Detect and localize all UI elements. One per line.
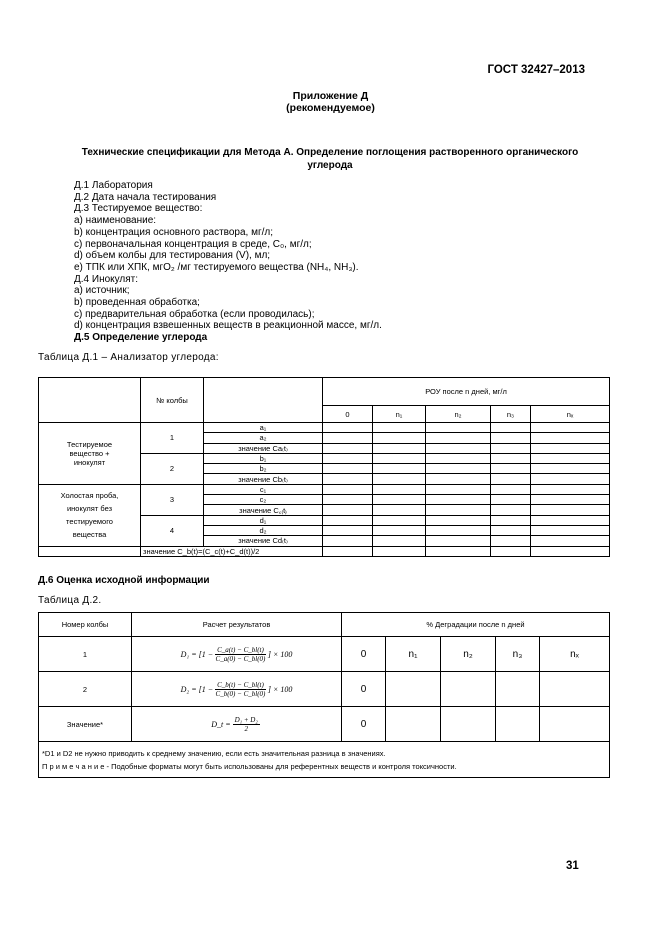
day-header: n₃	[491, 406, 531, 423]
value-cell	[531, 536, 610, 546]
value-cell	[531, 453, 610, 463]
formula-numerator: C_a(t) − C_bl(t)	[217, 645, 264, 654]
value-cell	[531, 474, 610, 484]
day-header: nₓ	[531, 406, 610, 423]
value-cell	[441, 707, 496, 742]
value-cell	[426, 464, 491, 474]
measurement-label: a₂	[204, 433, 323, 443]
flask-number: Значение*	[39, 707, 132, 742]
value-cell	[323, 505, 373, 515]
value-cell	[323, 536, 373, 546]
flask-header: № колбы	[141, 378, 204, 423]
value-cell	[531, 515, 610, 525]
formula	[132, 637, 342, 672]
measurement-label: b₁	[204, 453, 323, 463]
group-label: Холостая проба, инокулят без тестируемого вещества	[39, 484, 141, 546]
value-cell	[426, 484, 491, 494]
calc-header: Расчет результатов	[132, 613, 342, 637]
list-item: Д.2 Дата начала тестирования	[74, 191, 217, 203]
value-cell	[323, 484, 373, 494]
day0-value: 0	[342, 707, 386, 742]
list-item: а) наименование:	[74, 215, 157, 227]
measurement-label: значение Cd₍t₎	[204, 536, 323, 546]
value-cell	[426, 536, 491, 546]
appendix-title: Приложение Д	[292, 90, 369, 102]
empty-header	[204, 378, 323, 423]
measurement-label: c₁	[204, 484, 323, 494]
value-cell	[531, 525, 610, 535]
value-cell	[373, 495, 426, 505]
value-cell	[386, 707, 441, 742]
list-item: Д.1 Лаборатория	[74, 180, 153, 191]
formula-rhs: ] × 100	[267, 649, 293, 659]
value-cell	[491, 484, 531, 494]
day-header: 0	[323, 406, 373, 423]
flask-number: 1	[141, 423, 204, 454]
day-header: n₃	[496, 637, 540, 672]
section-d5: Д.5 Определение углерода	[74, 332, 208, 344]
flask-number-header: Номер колбы	[39, 613, 132, 637]
value-cell	[373, 505, 426, 515]
list-item: с) первоначальная концентрация в среде, C₀, мг/л;	[74, 238, 312, 250]
value-cell	[491, 525, 531, 535]
value-cell	[373, 474, 426, 484]
note: П р и м е ч а н и е - Подобные форматы могут быть использованы для референтных веществ и контроля токсичности.	[42, 761, 457, 771]
flask-number: 2	[141, 453, 204, 484]
value-cell	[426, 433, 491, 443]
value-cell	[491, 505, 531, 515]
value-cell	[426, 495, 491, 505]
measurement-label: значение Ca₍t₎	[204, 443, 323, 453]
empty-header	[39, 378, 141, 423]
formula	[132, 672, 342, 707]
value-cell	[531, 464, 610, 474]
section-heading: Технические спецификации для Метода А. Определение поглощения растворенного органического углерода	[81, 147, 579, 171]
value-cell	[373, 453, 426, 463]
value-cell	[373, 484, 426, 494]
value-cell	[323, 495, 373, 505]
flask-number: 4	[141, 515, 204, 546]
degradation-header: % Деградации после n дней	[342, 613, 610, 637]
measurement-label: значение Cb₍t₎	[204, 474, 323, 484]
value-cell	[441, 672, 496, 707]
value-cell	[491, 423, 531, 433]
value-cell	[491, 433, 531, 443]
carbon-analyzer-table	[38, 377, 610, 557]
value-cell	[323, 453, 373, 463]
measurement-label: a₁	[204, 423, 323, 433]
value-cell	[491, 443, 531, 453]
value-cell	[426, 474, 491, 484]
average-row-label: значение C_b(t)=(C_c(t)+C_d(t))/2	[141, 546, 323, 556]
value-cell	[426, 453, 491, 463]
list-item: b) проведенная обработка;	[74, 297, 200, 309]
doc-header: РОУ после n дней, мг/л	[323, 378, 610, 406]
value-cell	[531, 505, 610, 515]
flask-number: 2	[39, 672, 132, 707]
spec-list	[74, 180, 382, 344]
day-header: n₂	[426, 406, 491, 423]
value-cell	[491, 536, 531, 546]
day-header: nₓ	[540, 637, 610, 672]
value-cell	[496, 672, 540, 707]
value-cell	[373, 525, 426, 535]
measurement-label: b₂	[204, 464, 323, 474]
list-item: b) концентрация основного раствора, мг/л;	[74, 226, 274, 238]
formula-denominator: C_b(0) − C_bl(0)	[215, 689, 266, 698]
measurement-label: d₁	[204, 515, 323, 525]
list-item: с) предварительная обработка (если проводилась);	[74, 308, 315, 320]
value-cell	[323, 423, 373, 433]
list-item: d) концентрация взвешенных веществ в реакционной массе, мг/л.	[74, 320, 382, 332]
list-item: е) ТПК или ХПК, мгО₂ /мг тестируемого вещества (NH₄, NH₃).	[74, 261, 359, 273]
value-cell	[426, 423, 491, 433]
flask-number: 1	[39, 637, 132, 672]
group-label: Тестируемое вещество + инокулят	[39, 423, 141, 485]
section-d6: Д.6 Оценка исходной информации	[38, 575, 210, 586]
formula-rhs: ] × 100	[267, 684, 293, 694]
value-cell	[426, 515, 491, 525]
value-cell	[531, 443, 610, 453]
value-cell	[426, 443, 491, 453]
value-cell	[323, 525, 373, 535]
table2-caption: Таблица Д.2.	[38, 595, 102, 606]
formula-denominator: C_a(0) − C_bl(0)	[215, 654, 266, 663]
value-cell	[373, 515, 426, 525]
value-cell	[491, 474, 531, 484]
value-cell	[540, 707, 610, 742]
value-cell	[531, 495, 610, 505]
value-cell	[491, 495, 531, 505]
list-item: Д.3 Тестируемое вещество:	[74, 203, 203, 215]
value-cell	[426, 505, 491, 515]
formula-numerator: D₁ + D₂	[234, 715, 258, 724]
formula-lhs: D_t =	[211, 719, 231, 729]
value-cell	[373, 433, 426, 443]
day0-value: 0	[342, 637, 386, 672]
value-cell	[323, 515, 373, 525]
value-cell	[373, 423, 426, 433]
value-cell	[531, 484, 610, 494]
measurement-label: c₂	[204, 495, 323, 505]
value-cell	[540, 672, 610, 707]
value-cell	[426, 525, 491, 535]
formula	[132, 707, 342, 742]
value-cell	[491, 515, 531, 525]
formula-lhs: D₁ = [1 −	[180, 649, 214, 659]
flask-number: 3	[141, 484, 204, 515]
day-header: n₁	[373, 406, 426, 423]
table1-caption: Таблица Д.1 – Анализатор углерода:	[38, 352, 219, 363]
measurement-label: значение C꜀₍t₎	[204, 505, 323, 515]
notes-cell	[39, 742, 610, 778]
value-cell	[531, 423, 610, 433]
day0-value: 0	[342, 672, 386, 707]
appendix-subtitle: (рекомендуемое)	[286, 102, 375, 114]
value-cell	[496, 707, 540, 742]
value-cell	[491, 464, 531, 474]
measurement-label: d₂	[204, 525, 323, 535]
value-cell	[531, 433, 610, 443]
value-cell	[491, 453, 531, 463]
formula-numerator: C_b(t) − C_bl(t)	[217, 680, 264, 689]
formula-denominator: 2	[244, 724, 248, 733]
value-cell	[373, 536, 426, 546]
value-cell	[323, 443, 373, 453]
value-cell	[373, 464, 426, 474]
list-item: Д.4 Инокулят:	[74, 273, 139, 285]
list-item: d) объем колбы для тестирования (V), мл;	[74, 250, 271, 262]
footnote: *D1 и D2 не нужно приводить к среднему значению, если есть значительная разница в значениях.	[42, 748, 386, 758]
list-item: а) источник;	[74, 285, 130, 297]
value-cell	[373, 443, 426, 453]
degradation-table	[38, 612, 610, 778]
value-cell	[323, 474, 373, 484]
value-cell	[323, 464, 373, 474]
value-cell	[386, 672, 441, 707]
day-header: n₂	[441, 637, 496, 672]
formula-lhs: D₂ = [1 −	[180, 684, 214, 694]
value-cell	[323, 433, 373, 443]
day-header: n₁	[386, 637, 441, 672]
standard-number: ГОСТ 32427–2013	[487, 64, 585, 76]
page-number: 31	[566, 860, 579, 872]
